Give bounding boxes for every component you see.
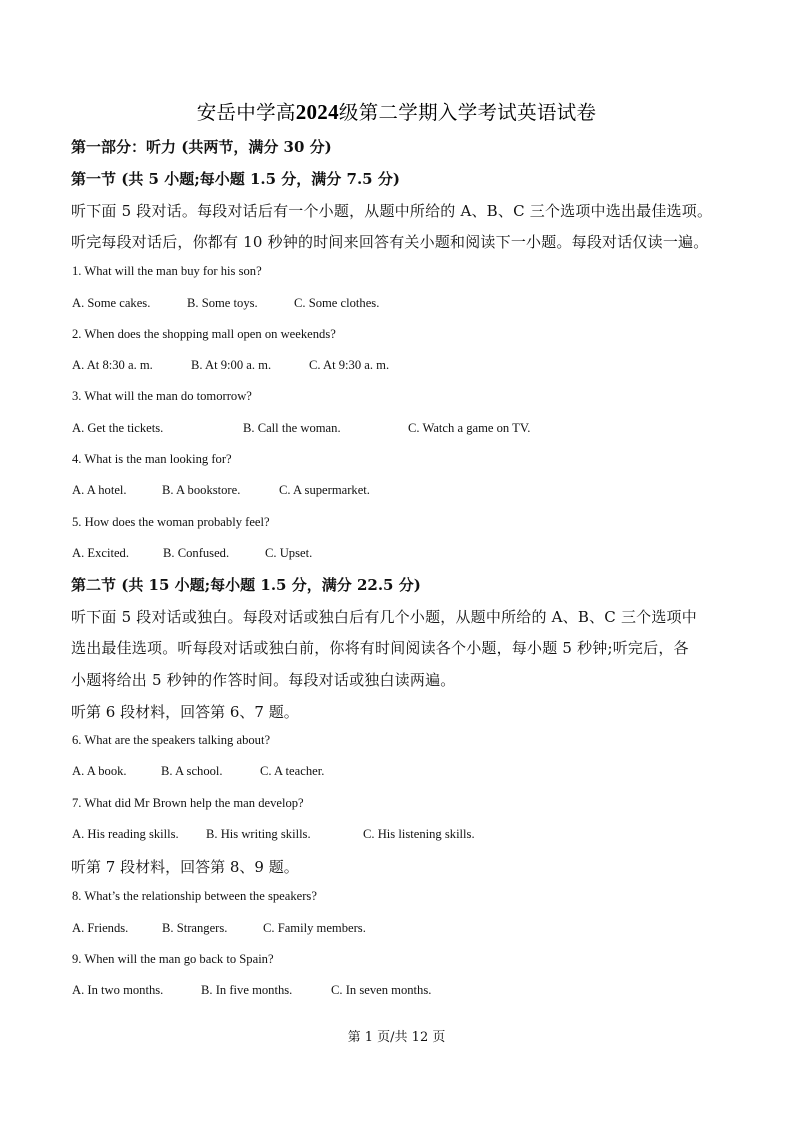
- option-b: B. Confused.: [163, 546, 230, 560]
- option-a: A. Some cakes.: [72, 296, 151, 310]
- question-5: 5. How does the woman probably feel?: [72, 515, 270, 529]
- option-c: C. A supermarket.: [279, 483, 370, 497]
- section1-instruction-1: 听下面 5 段对话。每段对话后有一个小题，从题中所给的 A、B、C 三个选项中选出最佳选项。: [71, 202, 713, 220]
- option-b: B. Call the woman.: [243, 421, 341, 435]
- question-4: 4. What is the man looking for?: [72, 452, 232, 466]
- option-c: C. In seven months.: [331, 983, 432, 997]
- question-3: 3. What will the man do tomorrow?: [72, 389, 252, 403]
- option-b: B. Strangers.: [162, 921, 228, 935]
- question-9: 9. When will the man go back to Spain?: [72, 952, 274, 966]
- option-a: A. At 8:30 a. m.: [72, 358, 153, 372]
- option-c: C. At 9:30 a. m.: [309, 358, 390, 372]
- question-1: 1. What will the man buy for his son?: [72, 264, 262, 278]
- option-c: C. Upset.: [265, 546, 313, 560]
- option-b: B. Some toys.: [187, 296, 258, 310]
- option-c: C. His listening skills.: [363, 827, 475, 841]
- option-b: B. A bookstore.: [162, 483, 241, 497]
- option-a: A. A hotel.: [72, 483, 127, 497]
- page-footer: 第 1 页/共 12 页: [347, 1030, 446, 1045]
- section2-instruction-3: 小题将给出 5 秒钟的作答时间。每段对话或独白读两遍。: [71, 671, 456, 689]
- option-c: C. Family members.: [263, 921, 366, 935]
- section2-instruction-1: 听下面 5 段对话或独白。每段对话或独白后有几个小题，从题中所给的 A、B、C 三个选项中: [71, 608, 697, 626]
- option-b: B. At 9:00 a. m.: [191, 358, 272, 372]
- option-a: A. His reading skills.: [72, 827, 179, 841]
- group-6-label: 听第 6 段材料，回答第 6、7 题。: [71, 703, 299, 721]
- option-b: B. A school.: [161, 764, 223, 778]
- option-c: C. Some clothes.: [294, 296, 380, 310]
- option-b: B. His writing skills.: [206, 827, 311, 841]
- section2-heading: 第二节 (共 15 小题;每小题 1.5 分，满分 22.5 分): [71, 576, 421, 594]
- title-year: 2024: [295, 100, 339, 124]
- option-b: B. In five months.: [201, 983, 293, 997]
- question-8: 8. What’s the relationship between the speakers?: [72, 889, 317, 903]
- option-a: A. A book.: [72, 764, 127, 778]
- question-6: 6. What are the speakers talking about?: [72, 733, 271, 747]
- section2-instruction-2: 选出最佳选项。听每段对话或独白前，你将有时间阅读各个小题，每小题 5 秒钟;听完后，各: [71, 639, 689, 657]
- section1-instruction-2: 听完每段对话后，你都有 10 秒钟的时间来回答有关小题和阅读下一小题。每段对话仅读一遍。: [71, 233, 709, 251]
- title-suffix: 级第二学期入学考试英语试卷: [338, 101, 597, 124]
- option-a: A. In two months.: [72, 983, 164, 997]
- title-prefix: 安岳中学高: [196, 101, 296, 124]
- question-7: 7. What did Mr Brown help the man develop?: [72, 796, 304, 810]
- page-title: [0, 97, 793, 125]
- section1-heading: 第一节 (共 5 小题;每小题 1.5 分，满分 7.5 分): [71, 170, 400, 188]
- option-c: C. Watch a game on TV.: [408, 421, 531, 435]
- part1-heading: 第一部分：听力 (共两节，满分 30 分): [71, 138, 332, 156]
- group-7-label: 听第 7 段材料，回答第 8、9 题。: [71, 858, 299, 876]
- option-c: C. A teacher.: [260, 764, 325, 778]
- option-a: A. Friends.: [72, 921, 129, 935]
- question-2: 2. When does the shopping mall open on weekends?: [72, 327, 336, 341]
- option-a: A. Excited.: [72, 546, 130, 560]
- option-a: A. Get the tickets.: [72, 421, 164, 435]
